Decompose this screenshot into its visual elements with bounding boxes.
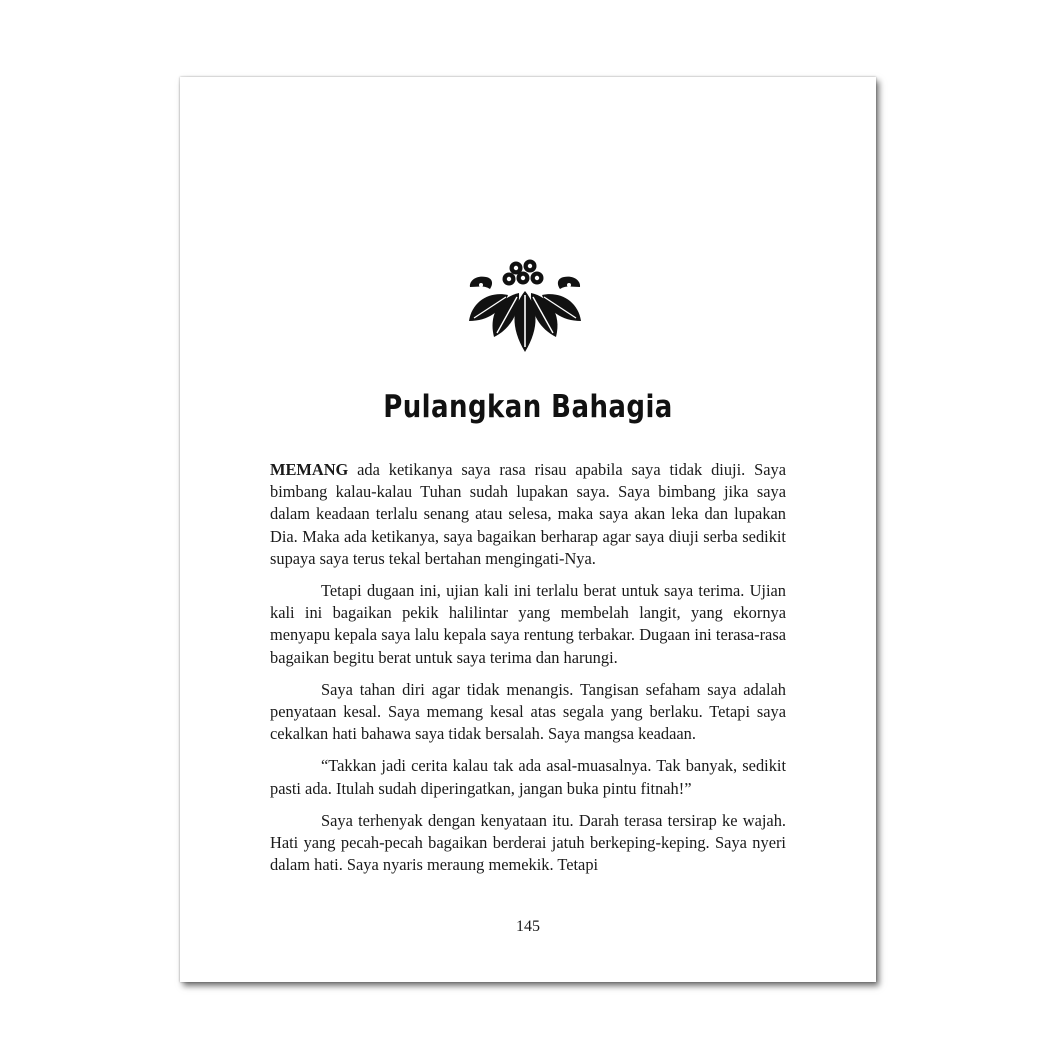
chapter-title: Pulangkan Bahagia xyxy=(383,389,673,425)
paragraph-5: Saya terhenyak dengan kenyataan itu. Darah terasa tersirap ke wajah. Hati yang pecah-pecah bagaikan berderai jatuh berkeping-keping. Saya nyeri dalam hati. Saya nyaris meraung memekik. Tetapi xyxy=(270,810,786,875)
page-number: 145 xyxy=(516,918,540,935)
paragraph-4: “Takkan jadi cerita kalau tak ada asal-muasalnya. Tak banyak, sedikit pasti ada. Itulah sudah diperingatkan, jangan buka pintu fitnah!” xyxy=(270,756,786,798)
paragraph-1 xyxy=(270,459,786,570)
paragraph-1-text: ada ketikanya saya rasa risau apabila saya tidak diuji. Saya bimbang kalau-kalau Tuhan sudah lupakan saya. Saya bimbang jika saya dalam keadaan terlalu senang atau selesa, maka saya akan leka dan lupakan Dia. Maka ada ketikanya, saya bagaikan berharap agar saya diuji serba sedikit supaya saya terus tekal bertahan mengingati-Nya. xyxy=(270,460,786,568)
body-text xyxy=(270,459,786,886)
book-page xyxy=(180,77,876,982)
paragraph-2: Tetapi dugaan ini, ujian kali ini terlalu berat untuk saya terima. Ujian kali ini bagaikan pekik halilintar yang membelah langit, yang ekornya menyapu kepala saya lalu kepala saya rentung terbakar. Dugaan ini terasa-rasa bagaikan begitu berat untuk saya terima dan harungi. xyxy=(270,581,786,667)
paragraph-3: Saya tahan diri agar tidak menangis. Tangisan sefaham saya adalah penyataan kesal. Saya memang kesal atas segala yang berlaku. Tetapi saya cekalkan hati bahawa saya tidak bersalah. Saya mangsa keadaan. xyxy=(270,679,786,744)
paulownia-crest-icon xyxy=(466,255,584,357)
lead-word: MEMANG xyxy=(270,460,349,479)
